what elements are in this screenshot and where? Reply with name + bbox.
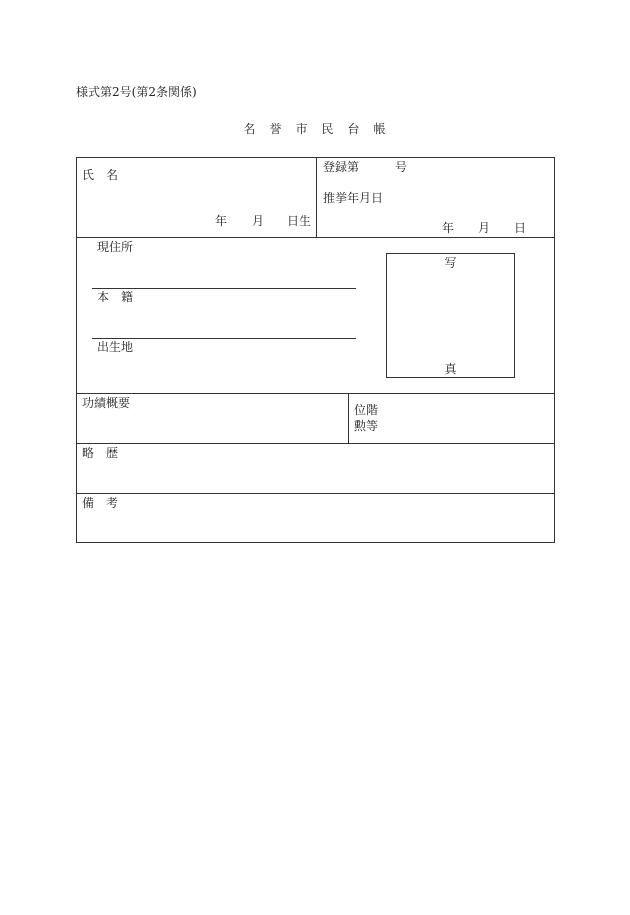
rank-label-line2: 勲等 (354, 419, 379, 433)
registration-suffix-label: 号 (395, 160, 408, 174)
photo-label-bottom: 真 (444, 362, 457, 376)
address-label: 現住所 (97, 240, 134, 254)
remarks-label: 備 考 (82, 496, 119, 510)
nomination-date-label: 推挙年月日 (323, 191, 384, 205)
achievements-label: 功績概要 (82, 396, 131, 410)
page-title: 名 誉 市 民 台 帳 (243, 122, 387, 136)
row-divider-1 (76, 237, 555, 238)
birthplace-label: 出生地 (97, 340, 134, 354)
birth-month-label: 月 (252, 214, 265, 228)
nomination-day-label: 日 (514, 221, 527, 235)
history-label: 略 歴 (82, 446, 119, 460)
rank-label-line1: 位階 (354, 403, 379, 417)
domicile-underline (92, 338, 356, 339)
row-divider-4 (76, 493, 555, 494)
photo-label-top: 写 (444, 256, 457, 270)
form-number: 様式第2号(第2条関係) (76, 85, 197, 99)
address-underline (92, 288, 356, 289)
name-label: 氏 名 (82, 168, 119, 182)
row-divider-3 (76, 443, 555, 444)
nomination-year-label: 年 (442, 221, 455, 235)
photo-box (386, 253, 515, 378)
registration-prefix-label: 登録第 (323, 160, 360, 174)
nomination-month-label: 月 (478, 221, 491, 235)
domicile-label: 本 籍 (97, 290, 134, 304)
birth-day-label: 日生 (287, 214, 312, 228)
row-divider-2 (76, 393, 555, 394)
name-registration-divider (316, 157, 317, 237)
achievements-rank-divider (348, 393, 349, 443)
birth-year-label: 年 (215, 214, 228, 228)
